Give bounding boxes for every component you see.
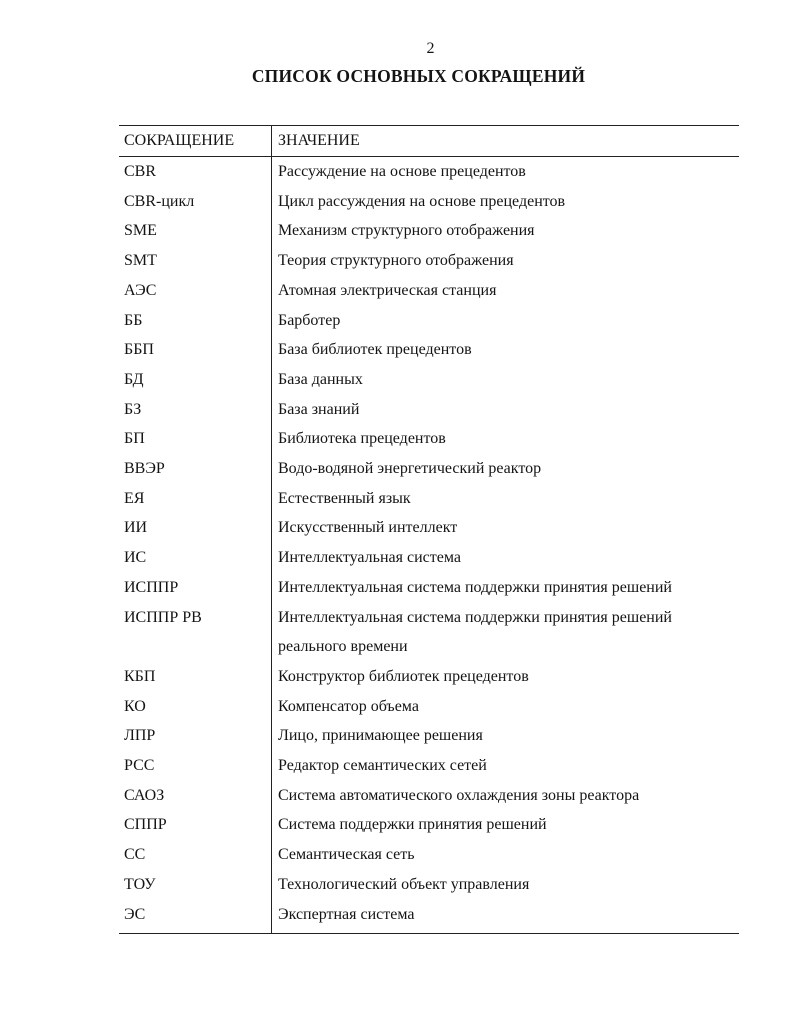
abbreviation-cell: САОЗ xyxy=(124,786,165,804)
abbreviation-cell: ВВЭР xyxy=(124,460,165,478)
page-number: 2 xyxy=(426,40,435,57)
abbreviation-cell: ИС xyxy=(124,549,147,567)
page-title: СПИСОК ОСНОВНЫХ СОКРАЩЕНИЙ xyxy=(251,66,586,86)
abbreviation-cell: ИСППР xyxy=(124,578,179,596)
table-row xyxy=(119,424,739,454)
table-row xyxy=(119,662,739,692)
abbreviation-cell: БЗ xyxy=(124,400,142,418)
abbreviation-cell xyxy=(119,632,272,662)
meaning-cell: Система поддержки принятия решений xyxy=(278,816,547,834)
table-row xyxy=(119,395,739,425)
abbreviation-cell: БД xyxy=(124,370,144,388)
table-row xyxy=(119,900,739,930)
table-row xyxy=(119,335,739,365)
meaning-cell: База знаний xyxy=(278,400,360,418)
header-abbreviation: СОКРАЩЕНИЕ xyxy=(119,126,272,156)
abbreviation-cell: КБП xyxy=(124,667,156,685)
abbreviation-cell: ИИ xyxy=(124,519,148,537)
abbreviation-cell: КО xyxy=(124,697,146,715)
meaning-cell: Редактор семантических сетей xyxy=(278,757,487,775)
abbreviation-cell: ЕЯ xyxy=(124,489,145,507)
abbreviation-cell: ЭС xyxy=(124,905,146,923)
table-row xyxy=(119,721,739,751)
table-row xyxy=(119,454,739,484)
meaning-cell: Механизм структурного отображения xyxy=(278,222,535,240)
meaning-cell: База данных xyxy=(278,370,363,388)
abbreviation-cell: СС xyxy=(124,846,146,864)
meaning-cell: Атомная электрическая станция xyxy=(278,281,497,299)
meaning-cell: Компенсатор объема xyxy=(278,697,419,715)
table-row xyxy=(119,632,739,662)
abbreviation-cell: АЭС xyxy=(124,281,157,299)
table-row xyxy=(119,870,739,900)
table-row xyxy=(119,840,739,870)
table-row xyxy=(119,246,739,276)
meaning-cell: Рассуждение на основе прецедентов xyxy=(278,163,526,180)
meaning-cell: Семантическая сеть xyxy=(278,846,415,864)
abbreviation-cell: ББП xyxy=(124,341,154,359)
meaning-cell: Экспертная система xyxy=(278,905,415,923)
table-row xyxy=(119,751,739,781)
meaning-cell: Лицо, принимающее решения xyxy=(278,727,483,745)
abbreviation-cell: СППР xyxy=(124,816,167,834)
table-row xyxy=(119,573,739,603)
abbreviation-cell: CBR xyxy=(124,163,157,180)
meaning-cell: Система автоматического охлаждения зоны реактора xyxy=(278,786,640,804)
table-row xyxy=(119,543,739,573)
abbreviation-cell: РСС xyxy=(124,757,155,775)
table-row xyxy=(119,157,739,187)
abbreviation-cell: CBR-цикл xyxy=(124,192,195,210)
meaning-cell: Технологический объект управления xyxy=(278,875,530,893)
table-header xyxy=(119,126,739,157)
abbreviations-table xyxy=(119,125,739,934)
meaning-cell: Интеллектуальная система поддержки принятия решений xyxy=(278,608,672,626)
table-row xyxy=(119,187,739,217)
abbreviation-cell: ЛПР xyxy=(124,727,156,745)
header-meaning: ЗНАЧЕНИЕ xyxy=(278,132,360,149)
meaning-cell: Интеллектуальная система поддержки принятия решений xyxy=(278,578,672,596)
abbreviation-cell: ББ xyxy=(124,311,143,329)
meaning-cell: База библиотек прецедентов xyxy=(278,341,472,359)
table-row xyxy=(119,484,739,514)
table-row xyxy=(119,365,739,395)
table-body xyxy=(119,157,739,933)
meaning-cell: Конструктор библиотек прецедентов xyxy=(278,667,529,685)
abbreviation-cell: SME xyxy=(124,222,157,240)
table-row xyxy=(119,810,739,840)
abbreviation-cell: ИСППР РВ xyxy=(124,608,202,626)
table-row xyxy=(119,692,739,722)
meaning-cell: Искусственный интеллект xyxy=(278,519,458,537)
meaning-cell: реального времени xyxy=(278,638,408,656)
table-row xyxy=(119,513,739,543)
meaning-cell: Водо-водяной энергетический реактор xyxy=(278,460,542,478)
meaning-cell: Естественный язык xyxy=(278,489,411,507)
table-row xyxy=(119,216,739,246)
abbreviation-cell: БП xyxy=(124,430,145,448)
meaning-cell: Интеллектуальная система xyxy=(278,549,461,567)
table-row xyxy=(119,306,739,336)
abbreviation-cell: ТОУ xyxy=(124,875,156,893)
meaning-cell: Библиотека прецедентов xyxy=(278,430,446,448)
table-row xyxy=(119,603,739,633)
meaning-cell: Цикл рассуждения на основе прецедентов xyxy=(278,192,566,210)
table-row xyxy=(119,781,739,811)
table-row xyxy=(119,276,739,306)
abbreviation-cell: SMT xyxy=(124,252,157,270)
meaning-cell: Барботер xyxy=(278,311,341,329)
meaning-cell: Теория структурного отображения xyxy=(278,252,514,270)
